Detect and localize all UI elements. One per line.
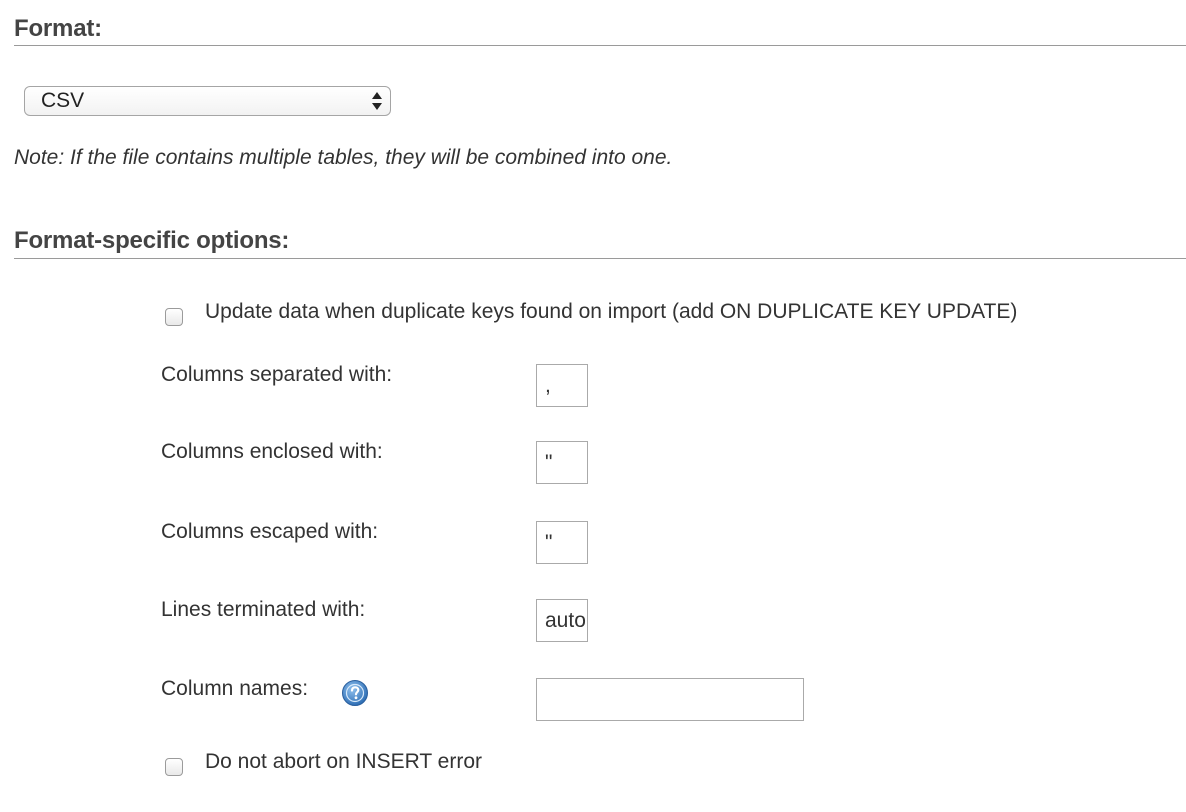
columns-enclosed-input[interactable] (536, 441, 588, 484)
chevron-up-down-icon (371, 90, 383, 112)
columns-separated-label: Columns separated with: (161, 363, 393, 386)
options-section-divider (14, 258, 1186, 259)
lines-terminated-label: Lines terminated with: (161, 598, 366, 621)
format-select-value: CSV (41, 89, 85, 112)
columns-enclosed-label: Columns enclosed with: (161, 440, 383, 463)
options-section-title: Format-specific options: (14, 227, 290, 254)
column-names-label: Column names: (161, 677, 309, 700)
duplicate-key-update-checkbox[interactable] (165, 308, 183, 326)
no-abort-insert-error-label: Do not abort on INSERT error (205, 750, 483, 773)
columns-escaped-label: Columns escaped with: (161, 520, 379, 543)
columns-separated-input[interactable] (536, 364, 588, 407)
lines-terminated-input[interactable] (536, 599, 588, 642)
no-abort-insert-error-checkbox[interactable] (165, 758, 183, 776)
duplicate-key-update-label: Update data when duplicate keys found on import (add ON DUPLICATE KEY UPDATE) (205, 300, 1018, 323)
format-section-divider (14, 45, 1186, 46)
columns-escaped-input[interactable] (536, 521, 588, 564)
question-mark-icon[interactable] (341, 679, 369, 707)
column-names-input[interactable] (536, 678, 804, 721)
format-select[interactable] (24, 86, 391, 116)
format-section-title: Format: (14, 15, 102, 42)
format-note: Note: If the file contains multiple tables, they will be combined into one. (14, 146, 673, 169)
